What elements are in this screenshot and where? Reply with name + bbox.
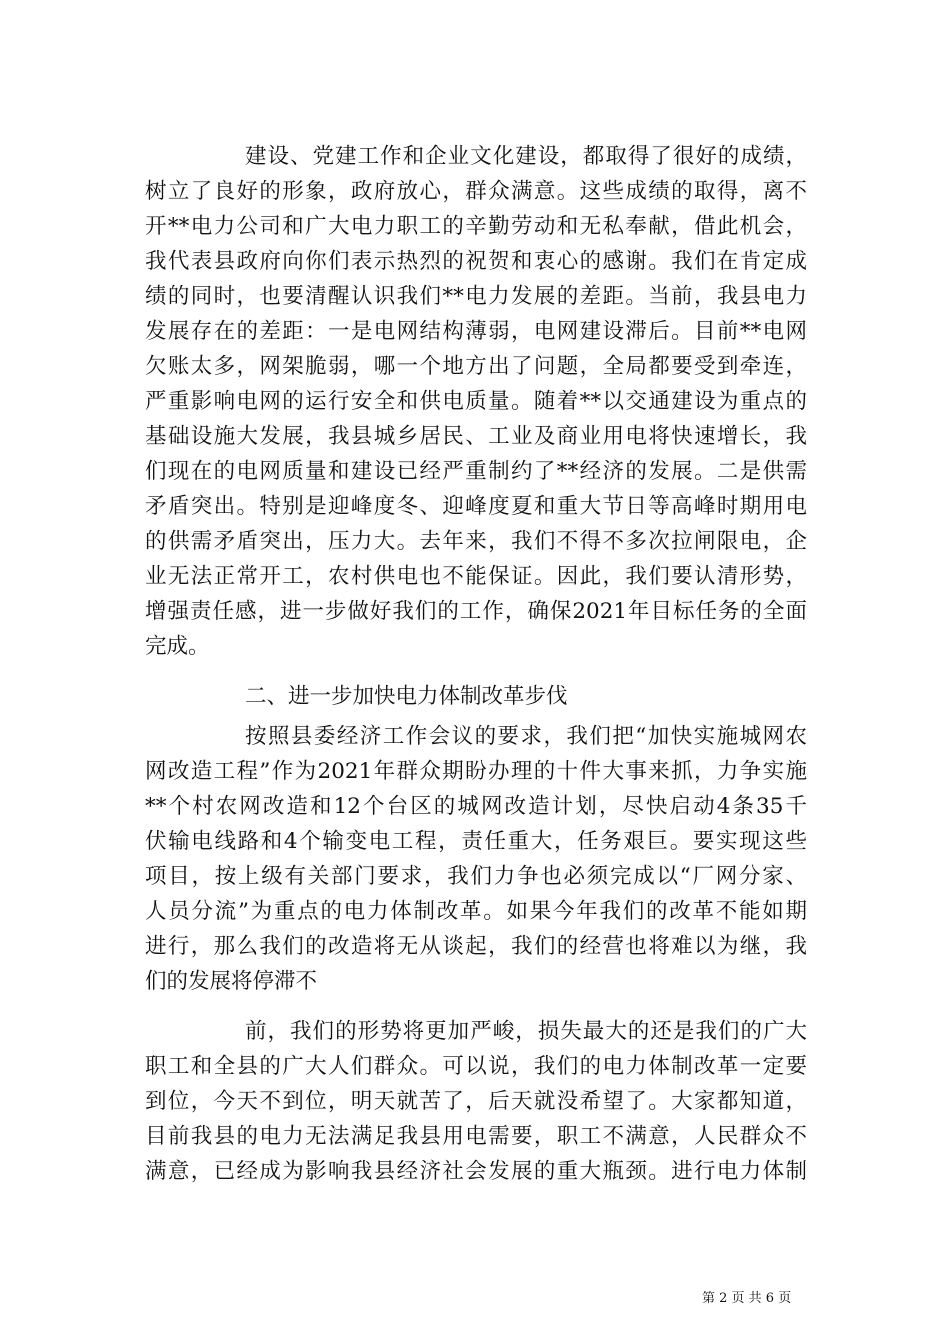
text-line: 目前我县的电力无法满足我县用电需要，职工不满意，人民群众不: [145, 1124, 807, 1149]
text-line-paragraph-start: 建设、党建工作和企业文化建设，都取得了很好的成绩，: [245, 144, 807, 169]
text-line: 项目，按上级有关部门要求，我们力争也必须完成以“厂网分家、: [145, 864, 807, 889]
text-line-paragraph-end: 们的发展将停滞不: [145, 969, 318, 994]
text-line-paragraph-start: 前，我们的形势将更加严峻，损失最大的还是我们的广大: [245, 1019, 807, 1044]
text-line: 进行，那么我们的改造将无从谈起，我们的经营也将难以为继，我: [145, 934, 807, 959]
text-line: 到位，今天不到位，明天就苦了，后天就没希望了。大家都知道，: [145, 1089, 807, 1114]
text-line: 严重影响电网的运行安全和供电质量。随着**以交通建设为重点的: [145, 389, 807, 414]
text-line: 网改造工程”作为2021年群众期盼办理的十件大事来抓，力争实施: [145, 759, 807, 784]
text-line: 我代表县政府向你们表示热烈的祝贺和衷心的感谢。我们在肯定成: [145, 249, 807, 274]
text-line: 欠账太多，网架脆弱，哪一个地方出了问题，全局都要受到牵连，: [145, 354, 807, 379]
page-number: 第 2 页 共 6 页: [702, 1291, 792, 1306]
text-line: 发展存在的差距：一是电网结构薄弱，电网建设滞后。目前**电网: [145, 319, 807, 344]
text-line: 满意，已经成为影响我县经济社会发展的重大瓶颈。进行电力体制: [145, 1159, 807, 1184]
section-heading: 二、进一步加快电力体制改革步伐: [245, 684, 568, 709]
text-line-paragraph-start: 按照县委经济工作会议的要求，我们把“加快实施城网农: [245, 724, 807, 749]
text-line: 人员分流”为重点的电力体制改革。如果今年我们的改革不能如期: [145, 899, 807, 924]
text-line: 开**电力公司和广大电力职工的辛勤劳动和无私奉献，借此机会，: [145, 214, 807, 239]
text-line: 业无法正常开工，农村供电也不能保证。因此，我们要认清形势，: [145, 564, 807, 589]
text-line: 绩的同时，也要清醒认识我们**电力发展的差距。当前，我县电力: [145, 284, 807, 309]
text-line: **个村农网改造和12个台区的城网改造计划，尽快启动4条35千: [145, 794, 807, 819]
text-line: 树立了良好的形象，政府放心，群众满意。这些成绩的取得，离不: [145, 179, 807, 204]
text-line: 矛盾突出。特别是迎峰度冬、迎峰度夏和重大节日等高峰时期用电: [145, 494, 807, 519]
text-line: 增强责任感，进一步做好我们的工作，确保2021年目标任务的全面: [145, 599, 807, 624]
text-line: 的供需矛盾突出，压力大。去年来，我们不得不多次拉闸限电，企: [145, 529, 807, 554]
text-line: 职工和全县的广大人们群众。可以说，我们的电力体制改革一定要: [145, 1054, 807, 1079]
text-line: 伏输电线路和4个输变电工程，责任重大，任务艰巨。要实现这些: [145, 829, 807, 854]
text-line: 基础设施大发展，我县城乡居民、工业及商业用电将快速增长，我: [145, 424, 807, 449]
text-line-paragraph-end: 完成。: [145, 634, 210, 659]
text-line: 们现在的电网质量和建设已经严重制约了**经济的发展。二是供需: [145, 459, 807, 484]
